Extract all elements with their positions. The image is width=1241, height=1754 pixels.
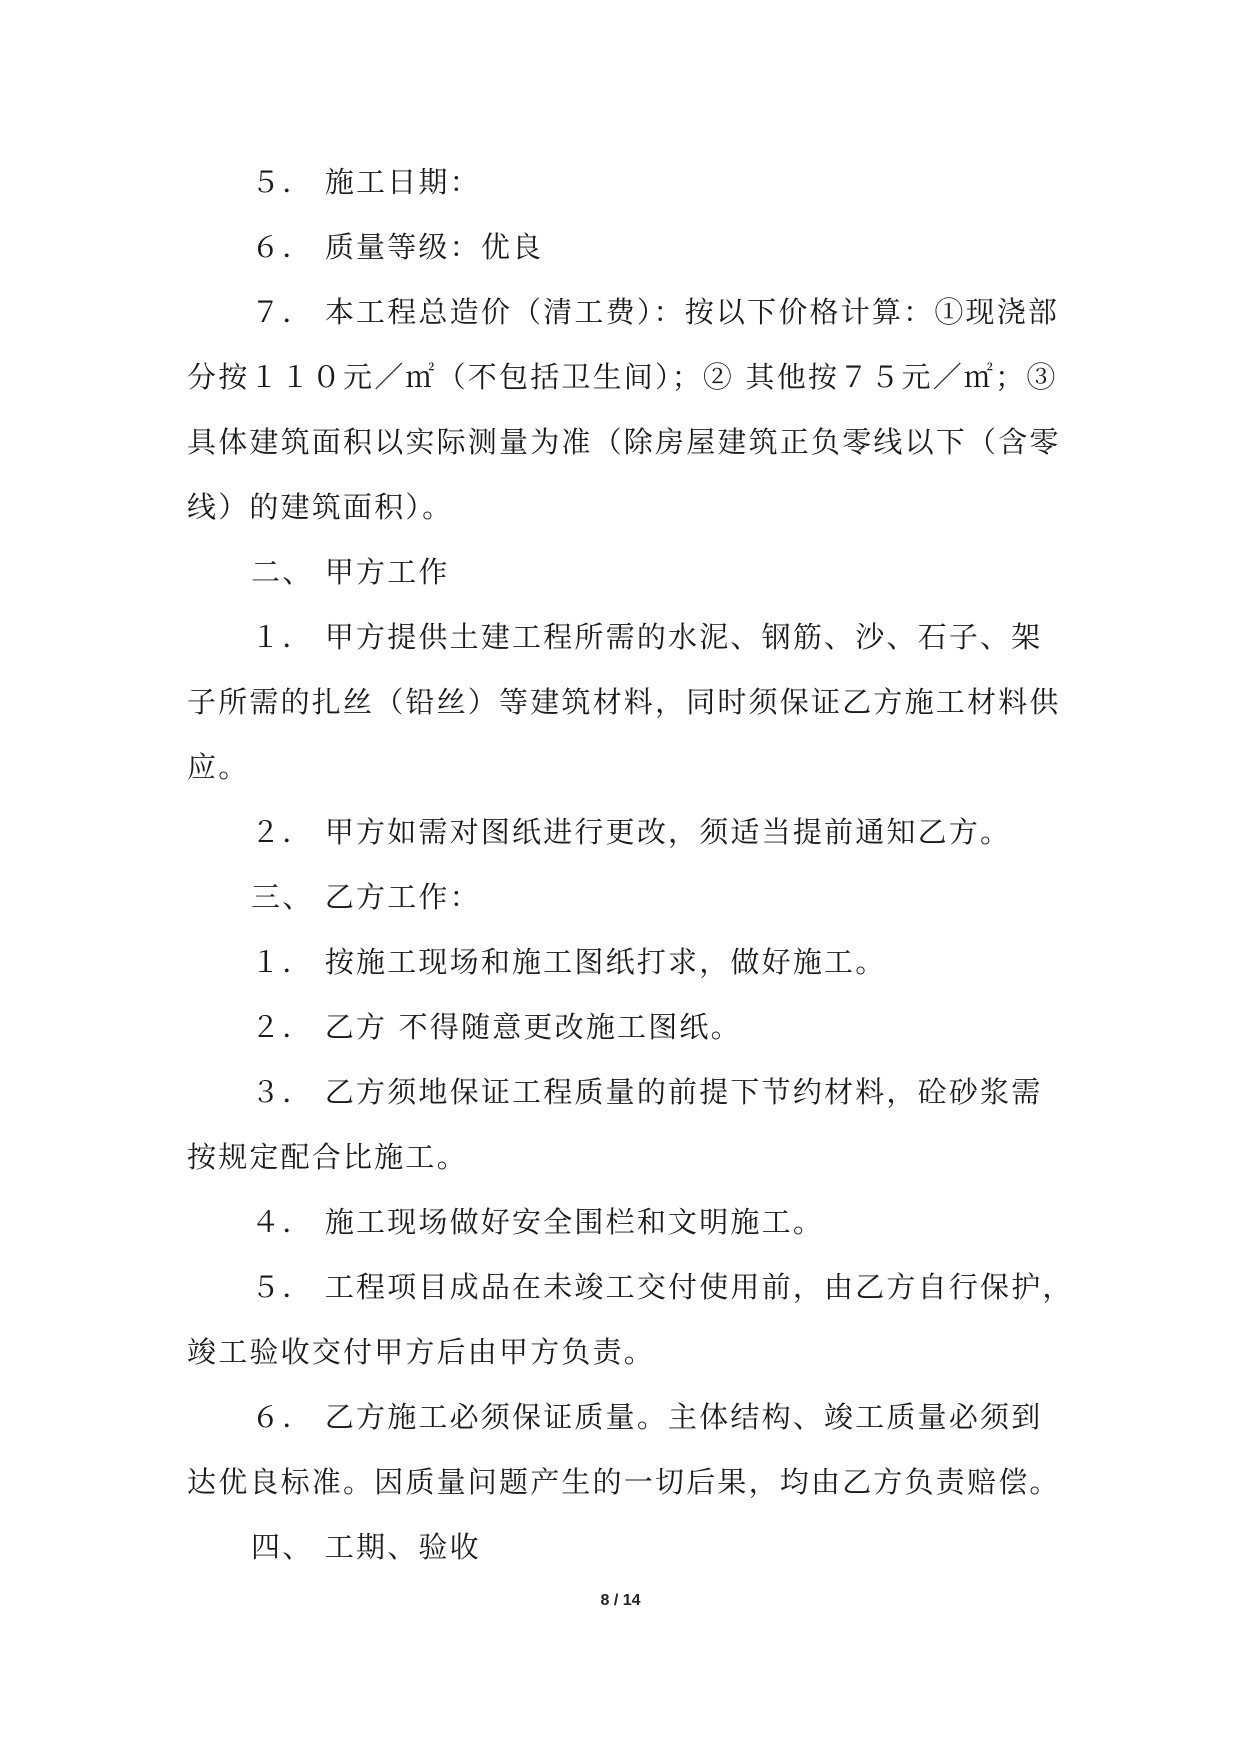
text-line: ３． 乙方须地保证工程质量的前提下节约材料，砼砂浆需 xyxy=(251,1075,1043,1109)
text-line: ５． 工程项目成品在未竣工交付使用前，由乙方自行保护， xyxy=(251,1270,1074,1304)
paragraph-party-b-item-4 xyxy=(187,1190,1057,1255)
text-line: 四、 工期、验收 xyxy=(251,1530,481,1564)
text-line: 分按１１０元／㎡（不包括卫生间）；② 其他按７５元／㎡；③ xyxy=(187,360,1058,394)
text-line: ５． 施工日期： xyxy=(251,165,481,199)
text-line: １． 甲方提供土建工程所需的水泥、钢筋、沙、石子、架 xyxy=(251,620,1043,654)
paragraph-party-b-item-2 xyxy=(187,995,1057,1060)
paragraph-quality-grade xyxy=(187,215,1057,280)
text-line: ２． 甲方如需对图纸进行更改，须适当提前通知乙方。 xyxy=(251,815,1012,849)
paragraph-construction-date xyxy=(187,150,1057,215)
section-heading-schedule-acceptance xyxy=(187,1515,1057,1580)
paragraph-party-a-changes xyxy=(187,800,1057,865)
paragraph-total-cost xyxy=(187,280,1061,540)
text-line: 具体建筑面积以实际测量为准（除房屋建筑正负零线以下（含零 xyxy=(187,425,1061,459)
text-line: 竣工验收交付甲方后由甲方负责。 xyxy=(187,1335,656,1369)
document-body xyxy=(187,150,1074,1580)
text-line: ６． 质量等级：优良 xyxy=(251,230,544,264)
paragraph-party-b-item-1 xyxy=(187,930,1057,995)
text-line: 按规定配合比施工。 xyxy=(187,1140,468,1174)
text-line: ４． 施工现场做好安全围栏和文明施工。 xyxy=(251,1205,825,1239)
section-heading-party-b xyxy=(187,865,1057,930)
paragraph-party-b-item-5 xyxy=(187,1255,1074,1385)
text-line: 达优良标准。因质量问题产生的一切后果，均由乙方负责赔偿。 xyxy=(187,1465,1061,1499)
text-line: ２． 乙方 不得随意更改施工图纸。 xyxy=(251,1010,742,1044)
text-line: 二、 甲方工作 xyxy=(251,555,450,589)
text-line: 应。 xyxy=(187,750,250,784)
text-line: ７． 本工程总造价（清工费）：按以下价格计算：①现浇部 xyxy=(251,295,1060,329)
text-line: 子所需的扎丝（铅丝）等建筑材料，同时须保证乙方施工材料供 xyxy=(187,685,1061,719)
paragraph-party-b-item-6 xyxy=(187,1385,1061,1515)
page-number: 8 / 14 xyxy=(600,1592,641,1609)
text-line: １． 按施工现场和施工图纸打求，做好施工。 xyxy=(251,945,887,979)
section-heading-party-a xyxy=(187,540,1057,605)
text-line: 三、 乙方工作： xyxy=(251,880,481,914)
paragraph-party-a-materials xyxy=(187,605,1061,800)
paragraph-party-b-item-3 xyxy=(187,1060,1057,1190)
text-line: ６． 乙方施工必须保证质量。主体结构、竣工质量必须到 xyxy=(251,1400,1043,1434)
text-line: 线）的建筑面积）。 xyxy=(187,490,454,524)
